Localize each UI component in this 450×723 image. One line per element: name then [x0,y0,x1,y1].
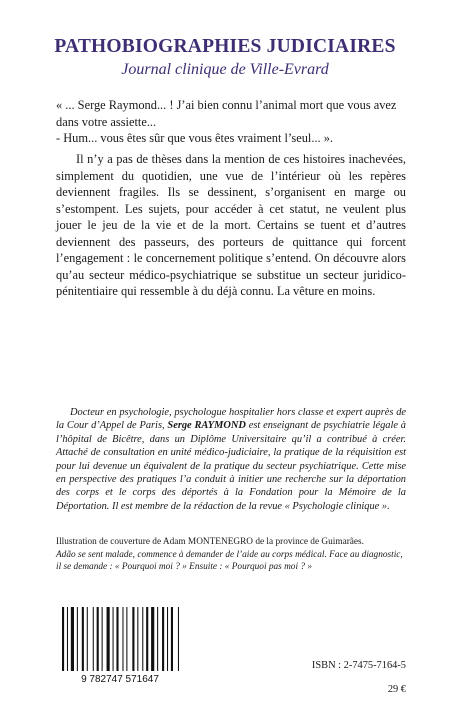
barcode-bar [137,607,138,671]
barcode-bar [113,607,114,671]
barcode-bar [77,607,78,671]
isbn-number: ISBN : 2-7475-7164-5 [311,660,406,671]
blurb-paragraph: Il n’y a pas de thèses dans la mention de ces histoires inachevées, simplement du quotidien, une vue de l’intérieur où les repères deviennent fragiles. Ils se dessinent, s’organisent en marge ou s’estompent. Les sujets, pour accéder à cet statut, ne veulent plus jouer le jeu de la vie et de la mort. Certains se tuent et d’autres deviennent des passeurs, des porteurs de quittance qui forcent l’engagement : le concernement politique s’entend. On découvre alors qu’au secteur médico-psychiatrique se substitue un secteur juridico-pénitentiaire qui ressemble à du déjà connu. La vêture en moins. [56,152,406,298]
barcode-bar [142,607,143,671]
author-name: Serge RAYMOND [167,420,246,432]
book-title: PATHOBIOGRAPHIES JUDICIAIRES [54,36,396,57]
barcode-bar [67,607,68,671]
quote-line-2: - Hum... vous êtes sûr que vous êtes vraiment l’seul... ». [56,131,334,145]
barcode-bar [82,607,84,671]
barcode-bar [132,607,134,671]
barcode-bar [146,607,148,671]
author-bio-intro: Docteur en psychologie, psychologue hospitalier hors classe et expert auprès de la Cour d’Appel de Paris, [56,407,406,432]
barcode-bar [162,607,164,671]
barcode-bar [167,607,168,671]
cover-credit [56,536,406,574]
barcode-bar [151,607,154,671]
quote-line-1: « ... Serge Raymond... ! J’ai bien connu l’animal mort que vous avez dans votre assiette... [56,98,397,129]
book-price: 29 € [387,684,406,695]
illustration-credit: Illustration de couverture de Adam MONTENEGRO de la province de Guimarães. [56,537,364,547]
epigraph-quote [56,97,406,147]
author-bio [56,406,406,513]
barcode-bar [93,607,94,671]
author-bio-rest: est enseignant de psychiatrie légale à l’hôpital de Bicêtre, dans un Diplôme Universitaire qu’il a contribué à créer. Attaché de consultation en unité médico-judiciaire, la pratique de la réquisition est pour lui devenue un équivalent de la pratique du secteur psychiatrique. Cette mise en perspective des pratiques l’a conduit à initier une recherche sur la déportation des corps et le corps des déportés à la Fondation pour la Mémoire de la Déportation. Il est membre de la rédaction de la revue « Psychologie clinique ». [56,420,406,512]
barcode-bar [107,607,110,671]
barcode-bar [116,607,118,671]
barcode-bar [87,607,88,671]
barcode-bar [71,607,74,671]
barcode-bar [126,607,127,671]
barcode-bar [62,607,64,671]
barcode-bar [102,607,103,671]
barcode-icon [56,605,184,685]
illustration-caption: Adão se sent malade, commence à demander de l’aide au corps médical. Face au diagnostic, il se demande : « Pourquoi moi ? » Ensuite : « Pourquoi pas moi ? » [56,549,403,573]
barcode-digits: 9 782747 571647 [81,674,159,685]
barcode-bar [97,607,99,671]
barcode-bar [171,607,173,671]
barcode-bar [157,607,158,671]
barcode-bar [122,607,123,671]
book-subtitle: Journal clinique de Ville-Evrard [121,61,329,78]
barcode-bar [178,607,179,671]
